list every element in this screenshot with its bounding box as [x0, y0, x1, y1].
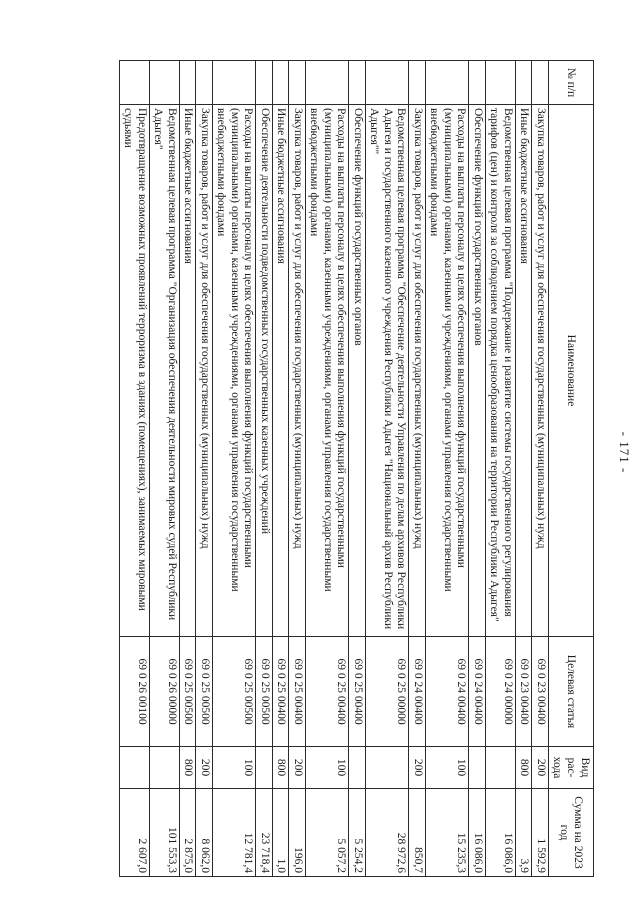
amount-cell: 23 718,4 — [256, 789, 273, 877]
amount-cell: 1 592,9 — [532, 789, 549, 877]
header-expense-type: Вид рас-хода — [549, 747, 594, 789]
row-name-cell: Обеспечение функций государственных органов — [469, 105, 486, 637]
row-name-cell: Иные бюджетные ассигнования — [273, 105, 290, 637]
row-number-cell — [150, 61, 180, 105]
amount-cell: 1,0 — [273, 789, 290, 877]
expense-type-cell: 200 — [196, 747, 213, 789]
target-article-cell: 69 0 25 00400 — [306, 637, 350, 747]
expense-type-cell — [256, 747, 273, 789]
target-article-cell: 69 0 25 00500 — [213, 637, 257, 747]
table-row — [120, 61, 150, 877]
amount-cell: 16 086,0 — [486, 789, 516, 877]
table-row — [516, 61, 533, 877]
expense-type-cell — [150, 747, 180, 789]
table-row — [213, 61, 257, 877]
row-number-cell — [532, 61, 549, 105]
target-article-cell: 69 0 26 00100 — [120, 637, 150, 747]
header-amount-2023: Сумма на 2023 год — [549, 789, 594, 877]
row-number-cell — [289, 61, 306, 105]
expense-type-cell: 800 — [180, 747, 197, 789]
expense-type-cell — [366, 747, 410, 789]
expense-type-cell: 200 — [532, 747, 549, 789]
row-number-cell — [196, 61, 213, 105]
table-row — [532, 61, 549, 877]
row-number-cell — [409, 61, 426, 105]
amount-cell: 5 057,2 — [306, 789, 350, 877]
amount-cell: 2 875,0 — [180, 789, 197, 877]
target-article-cell: 69 0 25 00500 — [196, 637, 213, 747]
expense-type-cell: 200 — [289, 747, 306, 789]
target-article-cell: 69 0 25 00000 — [366, 637, 410, 747]
row-number-cell — [180, 61, 197, 105]
row-name-cell: Обеспечение функций государственных органов — [349, 105, 366, 637]
row-name-cell: Закупка товаров, работ и услуг для обеспечения государственных (муниципальных) нужд — [196, 105, 213, 637]
row-number-cell — [366, 61, 410, 105]
row-name-cell: Предотвращение возможных проявлений терроризма в зданиях (помещениях), занимаемых мировыми судьями — [120, 105, 150, 637]
amount-cell: 16 086,0 — [469, 789, 486, 877]
expense-type-cell — [486, 747, 516, 789]
row-name-cell: Расходы на выплаты персоналу в целях обеспечения выполнения функций государственными (муниципальными) органами, казенными учреждениями, органами управления государственными внебюджетными фондами — [213, 105, 257, 637]
table-row — [486, 61, 516, 877]
expense-type-cell — [349, 747, 366, 789]
expense-type-cell: 200 — [409, 747, 426, 789]
target-article-cell: 69 0 25 00400 — [289, 637, 306, 747]
target-article-cell: 69 0 25 00500 — [180, 637, 197, 747]
target-article-cell: 69 0 25 00500 — [256, 637, 273, 747]
row-name-cell: Ведомственная целевая программа "Организация обеспечения деятельности мировых судей Республики Адыгея" — [150, 105, 180, 637]
row-name-cell: Закупка товаров, работ и услуг для обеспечения государственных (муниципальных) нужд — [409, 105, 426, 637]
header-target-article: Целевая статья — [549, 637, 594, 747]
target-article-cell: 69 0 24 00400 — [426, 637, 470, 747]
expense-type-cell — [120, 747, 150, 789]
row-name-cell: Иные бюджетные ассигнования — [180, 105, 197, 637]
row-name-cell: Обеспечение деятельности подведомственных государственных казенных учреждений — [256, 105, 273, 637]
target-article-cell: 69 0 23 00400 — [532, 637, 549, 747]
row-number-cell — [349, 61, 366, 105]
row-number-cell — [426, 61, 470, 105]
row-name-cell: Ведомственная целевая программа "Обеспечение деятельности Управления по делам архивов Республики Адыгея и государственного казенного учреждения Республики Адыгея "Национальный архив Республики Адыгея"" — [366, 105, 410, 637]
table-row — [196, 61, 213, 877]
amount-cell: 8 062,0 — [196, 789, 213, 877]
target-article-cell: 69 0 25 00400 — [349, 637, 366, 747]
expense-type-cell: 100 — [426, 747, 470, 789]
amount-cell: 196,0 — [289, 789, 306, 877]
table-row — [150, 61, 180, 877]
expense-type-cell: 100 — [213, 747, 257, 789]
expense-type-cell: 800 — [273, 747, 290, 789]
table-row — [273, 61, 290, 877]
target-article-cell: 69 0 24 00400 — [469, 637, 486, 747]
target-article-cell: 69 0 24 00400 — [409, 637, 426, 747]
table-row — [469, 61, 486, 877]
table-row — [289, 61, 306, 877]
row-number-cell — [469, 61, 486, 105]
table-row — [180, 61, 197, 877]
budget-table — [119, 60, 594, 877]
row-name-cell: Закупка товаров, работ и услуг для обеспечения государственных (муниципальных) нужд — [289, 105, 306, 637]
amount-cell: 15 235,3 — [426, 789, 470, 877]
row-number-cell — [273, 61, 290, 105]
expense-type-cell: 100 — [306, 747, 350, 789]
expense-type-cell — [469, 747, 486, 789]
table-row — [306, 61, 350, 877]
row-number-cell — [120, 61, 150, 105]
table-row — [366, 61, 410, 877]
row-number-cell — [306, 61, 350, 105]
table-row — [426, 61, 470, 877]
row-name-cell: Иные бюджетные ассигнования — [516, 105, 533, 637]
table-body — [120, 61, 549, 877]
target-article-cell: 69 0 26 00000 — [150, 637, 180, 747]
header-number: № п/п — [549, 61, 594, 105]
table-header-row — [549, 61, 594, 877]
row-number-cell — [486, 61, 516, 105]
amount-cell: 5 254,2 — [349, 789, 366, 877]
amount-cell: 28 972,6 — [366, 789, 410, 877]
amount-cell: 3,9 — [516, 789, 533, 877]
row-number-cell — [516, 61, 533, 105]
target-article-cell: 69 0 23 00400 — [516, 637, 533, 747]
table-row — [349, 61, 366, 877]
amount-cell: 101 553,3 — [150, 789, 180, 877]
amount-cell: 850,7 — [409, 789, 426, 877]
row-name-cell: Ведомственная целевая программа "Поддержание и развитие системы государственного регулирования тарифов (цен) и контроля за соблюдением порядка ценообразования на территории Республики Адыгея" — [486, 105, 516, 637]
table-row — [256, 61, 273, 877]
row-name-cell: Расходы на выплаты персоналу в целях обеспечения выполнения функций государственными (муниципальными) органами, казенными учреждениями, органами управления государственными внебюджетными фондами — [306, 105, 350, 637]
row-name-cell: Расходы на выплаты персоналу в целях обеспечения выполнения функций государственными (муниципальными) органами, казенными учреждениями, органами управления государственными внебюджетными фондами — [426, 105, 470, 637]
expense-type-cell: 800 — [516, 747, 533, 789]
header-name: Наименование — [549, 105, 594, 637]
row-name-cell: Закупка товаров, работ и услуг для обеспечения государственных (муниципальных) нужд — [532, 105, 549, 637]
row-number-cell — [256, 61, 273, 105]
page-number: - 171 - — [617, 431, 632, 474]
table-row — [409, 61, 426, 877]
amount-cell: 12 781,4 — [213, 789, 257, 877]
target-article-cell: 69 0 25 00400 — [273, 637, 290, 747]
amount-cell: 2 607,0 — [120, 789, 150, 877]
target-article-cell: 69 0 24 00000 — [486, 637, 516, 747]
row-number-cell — [213, 61, 257, 105]
